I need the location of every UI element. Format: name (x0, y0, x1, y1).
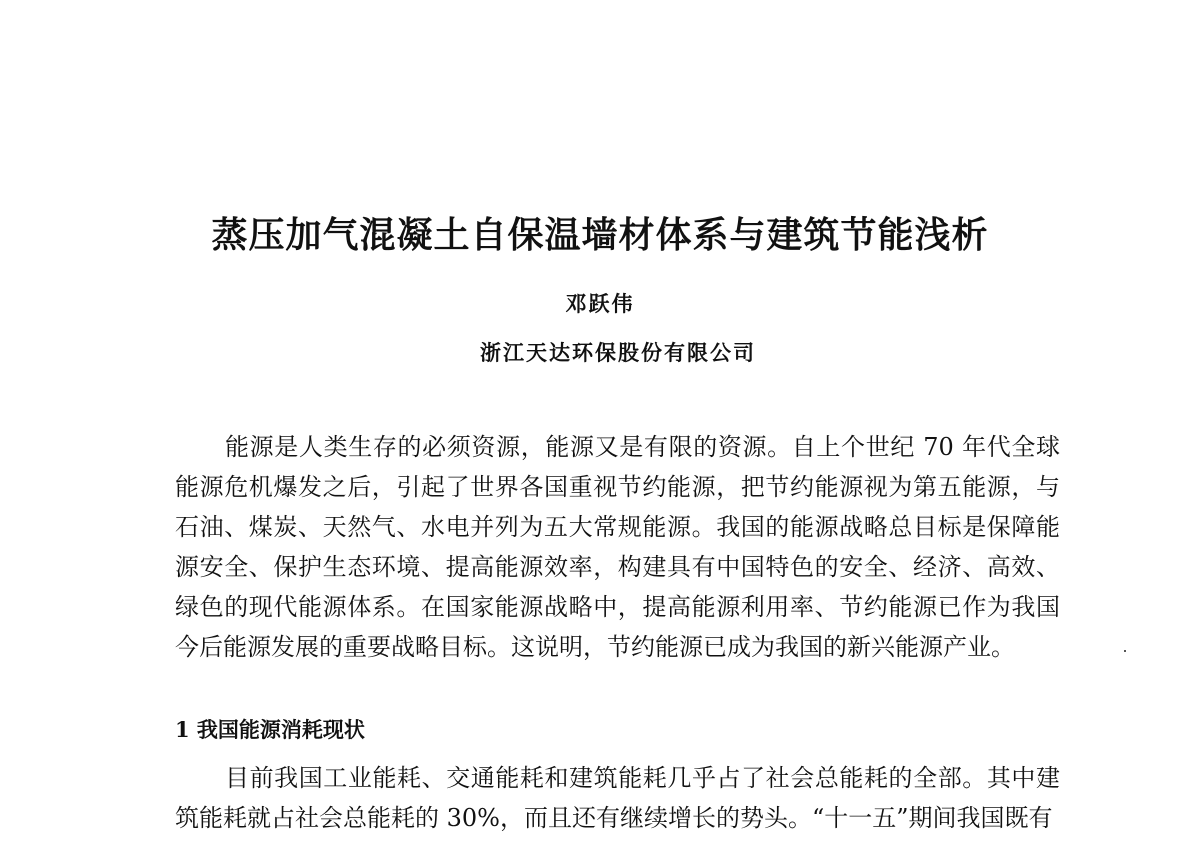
paper-title: 蒸压加气混凝土自保温墙材体系与建筑节能浅析 (211, 214, 989, 257)
author-affiliation: 浙江天达环保股份有限公司 (480, 340, 756, 365)
section-paragraph: 目前我国工业能耗、交通能耗和建筑能耗几乎占了社会总能耗的全部。其中建筑能耗就占社会总能耗的 30%，而且还有继续增长的势头。“十一五”期间我国既有 (175, 764, 1060, 832)
section-heading: 1 我国能源消耗现状 (175, 717, 365, 742)
intro-paragraph: 能源是人类生存的必须资源，能源又是有限的资源。自上个世纪 70 年代全球能源危机爆发之后，引起了世界各国重视节约能源，把节约能源视为第五能源，与石油、煤炭、天然气、水电并列为五大常规能源。我国的能源战略总目标是保障能源安全、保护生态环境、提高能源效率，构建具有中国特色的安全、经济、高效、绿色的现代能源体系。在国家能源战略中，提高能源利用率、节约能源已作为我国今后能源发展的重要战略目标。这说明，节约能源已成为我国的新兴能源产业。 (175, 433, 1060, 661)
author-name: 邓跃伟 (565, 291, 635, 316)
scan-speck (1124, 650, 1126, 652)
